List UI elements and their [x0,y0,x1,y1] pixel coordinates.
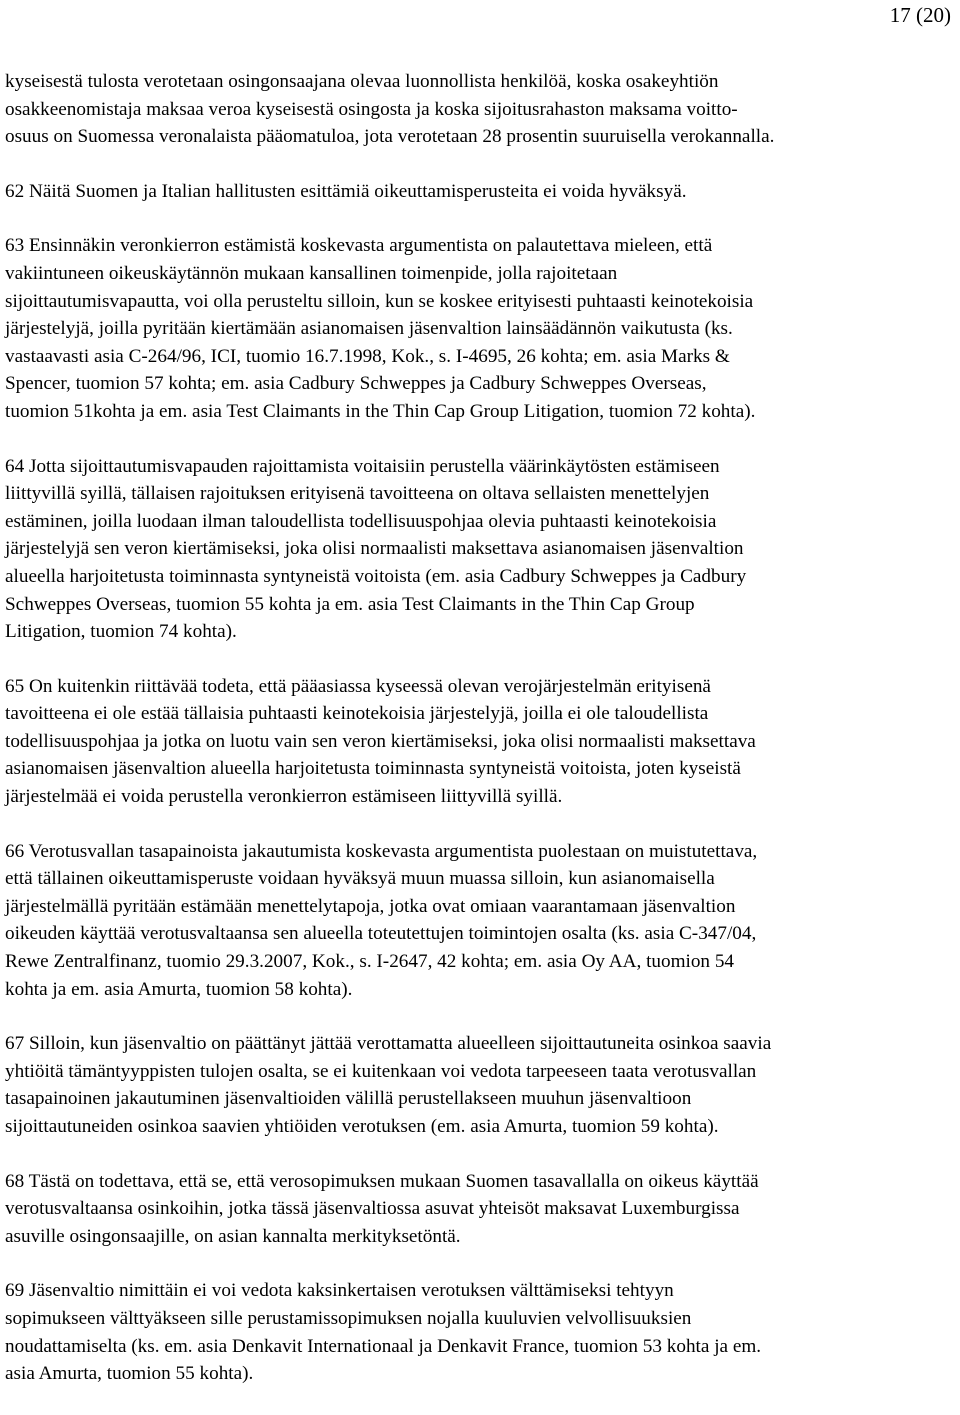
paragraph-65: 65 On kuitenkin riittävää todeta, että pääasiassa kyseessä olevan verojärjestelmän erityisenä tavoitteena ei ole estää tällaisia puhtaasti keinotekoisia järjestelyjä, joilla ei ole taloudellista todellisuuspohjaa ja jotka on luotu vain sen veron kiertämiseksi, joka olisi normaalisti maksettava asianomaisen jäsenvaltion alueella harjoitetusta toiminnasta syntyneistä voitoista, joten kyseistä järjestelmää ei voida perustella veronkierron estämiseen liittyvillä syillä. [5,675,756,808]
paragraph-63: 63 Ensinnäkin veronkierron estämistä koskevasta argumentista on palautettava mieleen, että vakiintuneen oikeuskäytännön mukaan kansallinen toimenpide, jolla rajoitetaan sijoittautumisvapautta, voi olla perusteltu silloin, kun se koskee erityisesti puhtaasti keinotekoisia järjestelyjä, joilla pyritään kiertämään asianomaisen jäsenvaltion lainsäädännön vaikutusta (ks. vastaavasti asia C-264/96, ICI, tuomio 16.7.1998, Kok., s. I-4695, 26 kohta; em. asia Marks & Spencer, tuomion 57 kohta; em. asia Cadbury Schweppes ja Cadbury Schweppes Overseas, tuomion 51kohta ja em. asia Test Claimants in the Thin Cap Group Litigation, tuomion 72 kohta). [5,235,756,422]
paragraph-66: 66 Verotusvallan tasapainoista jakautumista koskevasta argumentista puolestaan on muistutettava, että tällainen oikeuttamisperuste voidaan hyväksyä muun muassa silloin, kun asianomaisella järjestelmällä pyritään estämään menettelytapoja, jotka ovat omiaan vaarantamaan jäsenvaltion oikeuden käyttää verotusvaltaansa sen alueella toteutettujen toimintojen osalta (ks. asia C-347/04, Rewe Zentralfinanz, tuomio 29.3.2007, Kok., s. I-2647, 42 kohta; em. asia Oy AA, tuomion 54 kohta ja em. asia Amurta, tuomion 58 kohta). [5,840,758,1000]
paragraph-64: 64 Jotta sijoittautumisvapauden rajoittamista voitaisiin perustella väärinkäytösten estämiseen liittyvillä syillä, tällaisen rajoituksen erityisenä tavoitteena on oltava sellaisten menettelyjen estäminen, joilla luodaan ilman taloudellista todellisuuspohjaa olevia puhtaasti keinotekoisia järjestelyjä sen veron kiertämiseksi, joka olisi normaalisti maksettava asianomaisen jäsenvaltion alueella harjoitetusta toiminnasta syntyneistä voitoista (em. asia Cadbury Schweppes ja Cadbury Schweppes Overseas, tuomion 55 kohta ja em. asia Test Claimants in the Thin Cap Group Litigation, tuomion 74 kohta). [5,455,747,643]
paragraph-68: 68 Tästä on todettava, että se, että verosopimuksen mukaan Suomen tasavallalla on oikeus käyttää verotusvaltaansa osinkoihin, jotka tässä jäsenvaltiossa asuvat yhteisöt maksavat Luxemburgissa asuville osingonsaajille, on asian kannalta merkityksetöntä. [5,1170,759,1247]
document-body [5,68,955,1415]
paragraph-69: 69 Jäsenvaltio nimittäin ei voi vedota kaksinkertaisen verotuksen välttämiseksi tehtyyn sopimukseen välttyäkseen sille perustamissopimuksen nojalla kuuluvien velvollisuuksien noudattamiselta (ks. em. asia Denkavit Internationaal ja Denkavit France, tuomion 53 kohta ja em. asia Amurta, tuomion 55 kohta). [5,1280,762,1385]
paragraph-67: 67 Silloin, kun jäsenvaltio on päättänyt jättää verottamatta alueelleen sijoittautuneita osinkoa saavia yhtiöitä tämäntyyppisten tulojen osalta, se ei kuitenkaan voi vedota tarpeeseen taata verotusvallan tasapainoinen jakautuminen jäsenvaltioiden välillä perustellakseen muuhun jäsenvaltioon sijoittautuneiden osinkoa saavien yhtiöiden verotuksen (em. asia Amurta, tuomion 59 kohta). [5,1033,772,1137]
page-number: 17 (20) [889,3,951,27]
paragraph-62: 62 Näitä Suomen ja Italian hallitusten esittämiä oikeuttamisperusteita ei voida hyväksyä. [5,180,687,202]
paragraph-continuation: kyseisestä tulosta verotetaan osingonsaajana olevaa luonnollista henkilöä, koska osakeyhtiön osakkeenomistaja maksaa veroa kyseisestä osingosta ja koska sijoitusrahaston maksama voitto- osuus on Suomessa veronalaista pääomatuloa, jota verotetaan 28 prosentin suuruisella verokannalla. [5,71,775,148]
